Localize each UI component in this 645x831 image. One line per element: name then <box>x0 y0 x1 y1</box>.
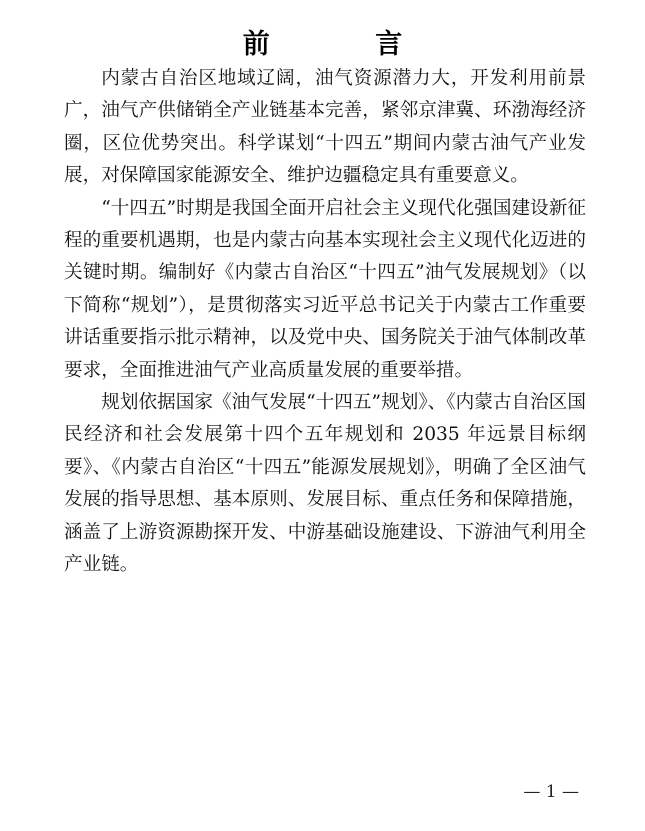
preface-title: 前 言 <box>242 29 451 61</box>
preface-body <box>64 63 586 582</box>
page-number: — 1 — <box>523 782 579 802</box>
paragraph-3: 规划依据国家《油气发展“十四五”规划》、《内蒙古自治区国民经济和社会发展第十四个五年规划和 2035 年远景目标纲要》、《内蒙古自治区“十四五”能源发展规划》，明确了全区油气发展的指导思想、基本原则、发展目标、重点任务和保障措施，涵盖了上游资源勘探开发、中游基础设施建设、下游油气利用全产业链。 <box>64 392 586 576</box>
paragraph-2: “十四五”时期是我国全面开启社会主义现代化强国建设新征程的重要机遇期，也是内蒙古向基本实现社会主义现代化迈进的关键时期。编制好《内蒙古自治区“十四五”油气发展规划》（以下简称“规划”），是贯彻落实习近平总书记关于内蒙古工作重要讲话重要指示批示精神，以及党中央、国务院关于油气体制改革要求，全面推进油气产业高质量发展的重要举措。 <box>64 197 586 381</box>
paragraph-1: 内蒙古自治区地域辽阔，油气资源潜力大，开发利用前景广，油气产供储销全产业链基本完善，紧邻京津冀、环渤海经济圈，区位优势突出。科学谋划“十四五”期间内蒙古油气产业发展，对保障国家能源安全、维护边疆稳定具有重要意义。 <box>64 68 586 187</box>
